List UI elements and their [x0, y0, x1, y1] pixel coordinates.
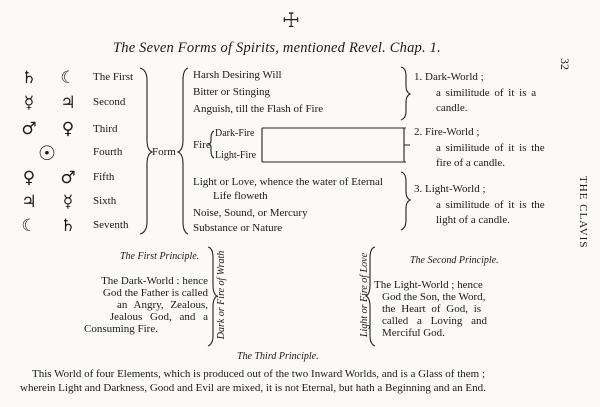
quality-5b: Life floweth: [213, 190, 268, 202]
form-label-first: The First: [93, 71, 134, 83]
fire-brace: [208, 131, 214, 158]
form-label-third: Third: [93, 123, 118, 135]
third-principle-line-2: wherein Light and Darkness, Good and Evil are mixed, it is not Eternal, but hath a Beginning and an End.: [20, 382, 486, 394]
third-principle-line-1: This World of four Elements, which is produced out of the two Inward Worlds, and is a Glass of them ;: [32, 368, 486, 380]
quality-6: Noise, Sound, or Mercury: [193, 207, 308, 219]
light-world-brace: [401, 172, 410, 230]
form-brace: [140, 68, 152, 234]
first-principle-line-3: an Angry, Zealous,: [117, 299, 208, 311]
mars-icon: ♂: [21, 119, 37, 139]
form-label-sixth: Sixth: [93, 195, 117, 207]
form-label: Form: [152, 146, 176, 158]
third-principle-heading: The Third Principle.: [237, 351, 319, 362]
world-1-line2: candle.: [436, 102, 468, 114]
page-title: The Seven Forms of Spirits, mentioned Revel. Chap. 1.: [113, 40, 441, 56]
quality-3: Anguish, till the Flash of Fire: [193, 103, 324, 115]
second-principle-brace: [366, 247, 375, 346]
saturn-icon: ♄: [60, 216, 76, 236]
second-principle-line-4: called a Loving and: [382, 315, 488, 327]
moon-icon: ☾: [21, 216, 37, 236]
sun-icon: ☉: [38, 141, 56, 165]
second-principle-line-5: Merciful God.: [382, 327, 445, 339]
first-principle-line-4: Jealous God, and a: [109, 311, 208, 323]
first-principle-vertical: Dark or Fire of Wrath: [216, 250, 227, 340]
world-1-title: 1. Dark-World ;: [414, 71, 484, 83]
form-label-fifth: Fifth: [93, 171, 115, 183]
mercury-icon: ☿: [62, 192, 74, 212]
quality-2: Bitter or Stinging: [193, 86, 270, 98]
dark-world-brace: [401, 67, 410, 120]
jupiter-icon: ♃: [21, 192, 37, 212]
quality-7: Substance or Nature: [193, 222, 283, 234]
side-title: THE CLAVIS: [577, 176, 589, 249]
world-3-line1: a similitude of it is the: [436, 199, 545, 211]
world-2-title: 2. Fire-World ;: [414, 126, 480, 138]
quality-light-fire: Light-Fire: [215, 150, 257, 161]
first-principle-line-5: Consuming Fire.: [84, 323, 158, 335]
quality-dark-fire: Dark-Fire: [215, 128, 255, 139]
world-3-line2: light of a candle.: [436, 214, 510, 226]
form-label-fourth: Fourth: [93, 146, 123, 158]
second-principle-line-3: the Heart of God, is: [382, 303, 482, 315]
second-principle-line-2: God the Son, the Word,: [382, 291, 486, 303]
quality-fire: Fire: [193, 139, 211, 151]
quality-5a: Light or Love, whence the water of Eternal: [193, 176, 383, 188]
venus-icon: ♀: [22, 168, 36, 188]
second-principle-vertical: Light or Fire of Love: [359, 252, 370, 338]
fire-world-rules: [262, 128, 410, 162]
first-principle-line-1: The Dark-World : hence: [101, 275, 208, 287]
page-number: 32: [558, 58, 572, 70]
world-2-line2: fire of a candle.: [436, 157, 506, 169]
saturn-icon: ♄: [21, 68, 37, 88]
form-label-seventh: Seventh: [93, 219, 129, 231]
first-principle-brace: [208, 247, 217, 346]
moon-icon: ☾: [60, 68, 76, 88]
first-principle-line-2: God the Father is called: [102, 287, 208, 299]
venus-icon: ♀: [61, 119, 75, 139]
jupiter-icon: ♃: [60, 93, 76, 113]
world-1-line1: a similitude of it is a: [436, 87, 537, 99]
world-2-line1: a similitude of it is the: [436, 142, 545, 154]
first-principle-heading: The First Principle.: [120, 251, 200, 262]
mars-icon: ♂: [60, 168, 76, 188]
header-ornament: ☩: [282, 8, 300, 32]
mercury-icon: ☿: [23, 93, 35, 113]
quality-brace: [178, 68, 188, 234]
quality-1: Harsh Desiring Will: [193, 69, 282, 81]
second-principle-line-1: The Light-World ; hence: [374, 279, 483, 291]
world-3-title: 3. Light-World ;: [414, 183, 486, 195]
second-principle-heading: The Second Principle.: [410, 255, 499, 266]
form-label-second: Second: [93, 96, 126, 108]
